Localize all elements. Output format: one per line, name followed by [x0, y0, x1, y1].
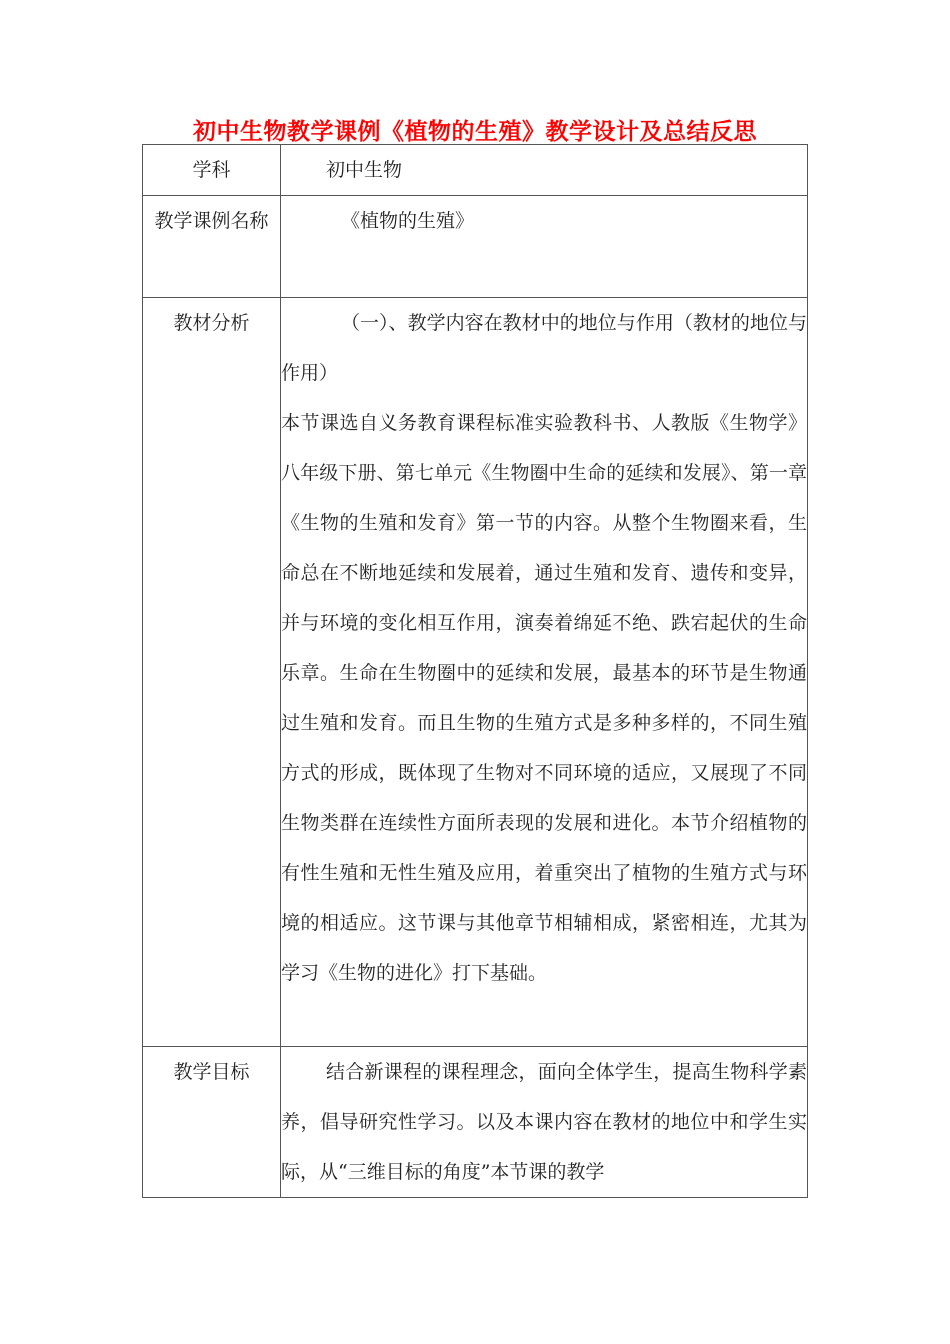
subject-label: 学科 — [143, 145, 281, 196]
analysis-heading: （一）、教学内容在教材中的地位与作用（教材的地位与作用） — [281, 312, 807, 384]
subject-value: 初中生物 — [326, 159, 403, 181]
lesson-plan-table — [142, 144, 808, 1198]
case-name-label: 教学课例名称 — [143, 196, 281, 298]
goal-label: 教学目标 — [143, 1047, 281, 1198]
goal-body: 结合新课程的课程理念，面向全体学生，提高生物科学素养，倡导研究性学习。以及本课内容在教材的地位中和学生实际，从“三维目标的角度”本节课的教学 — [281, 1061, 807, 1183]
analysis-body: 本节课选自义务教育课程标准实验教科书、人教版《生物学》八年级下册、第七单元《生物圈中生命的延续和发展》、第一章《生物的生殖和发育》第一节的内容。从整个生物圈来看，生命总在不断地延续和发展着，通过生殖和发育、遗传和变异，并与环境的变化相互作用，演奏着绵延不绝、跌宕起伏的生命乐章。生命在生物圈中的延续和发展，最基本的环节是生物通过生殖和发育。而且生物的生殖方式是多种多样的，不同生殖方式的形成，既体现了生物对不同环境的适应，又展现了不同生物类群在连续性方面所表现的发展和进化。本节介绍植物的有性生殖和无性生殖及应用，着重突出了植物的生殖方式与环境的相适应。这节课与其他章节相辅相成，紧密相连，尤其为学习《生物的进化》打下基础。 — [281, 412, 807, 984]
table-row-analysis — [143, 298, 808, 1047]
document-title: 初中生物教学课例《植物的生殖》教学设计及总结反思 — [193, 119, 757, 145]
table-row-goal — [143, 1047, 808, 1198]
analysis-label: 教材分析 — [143, 298, 281, 1047]
table-row-subject — [143, 145, 808, 196]
case-name-value: 《植物的生殖》 — [341, 210, 475, 232]
table-row-case-name — [143, 196, 808, 298]
